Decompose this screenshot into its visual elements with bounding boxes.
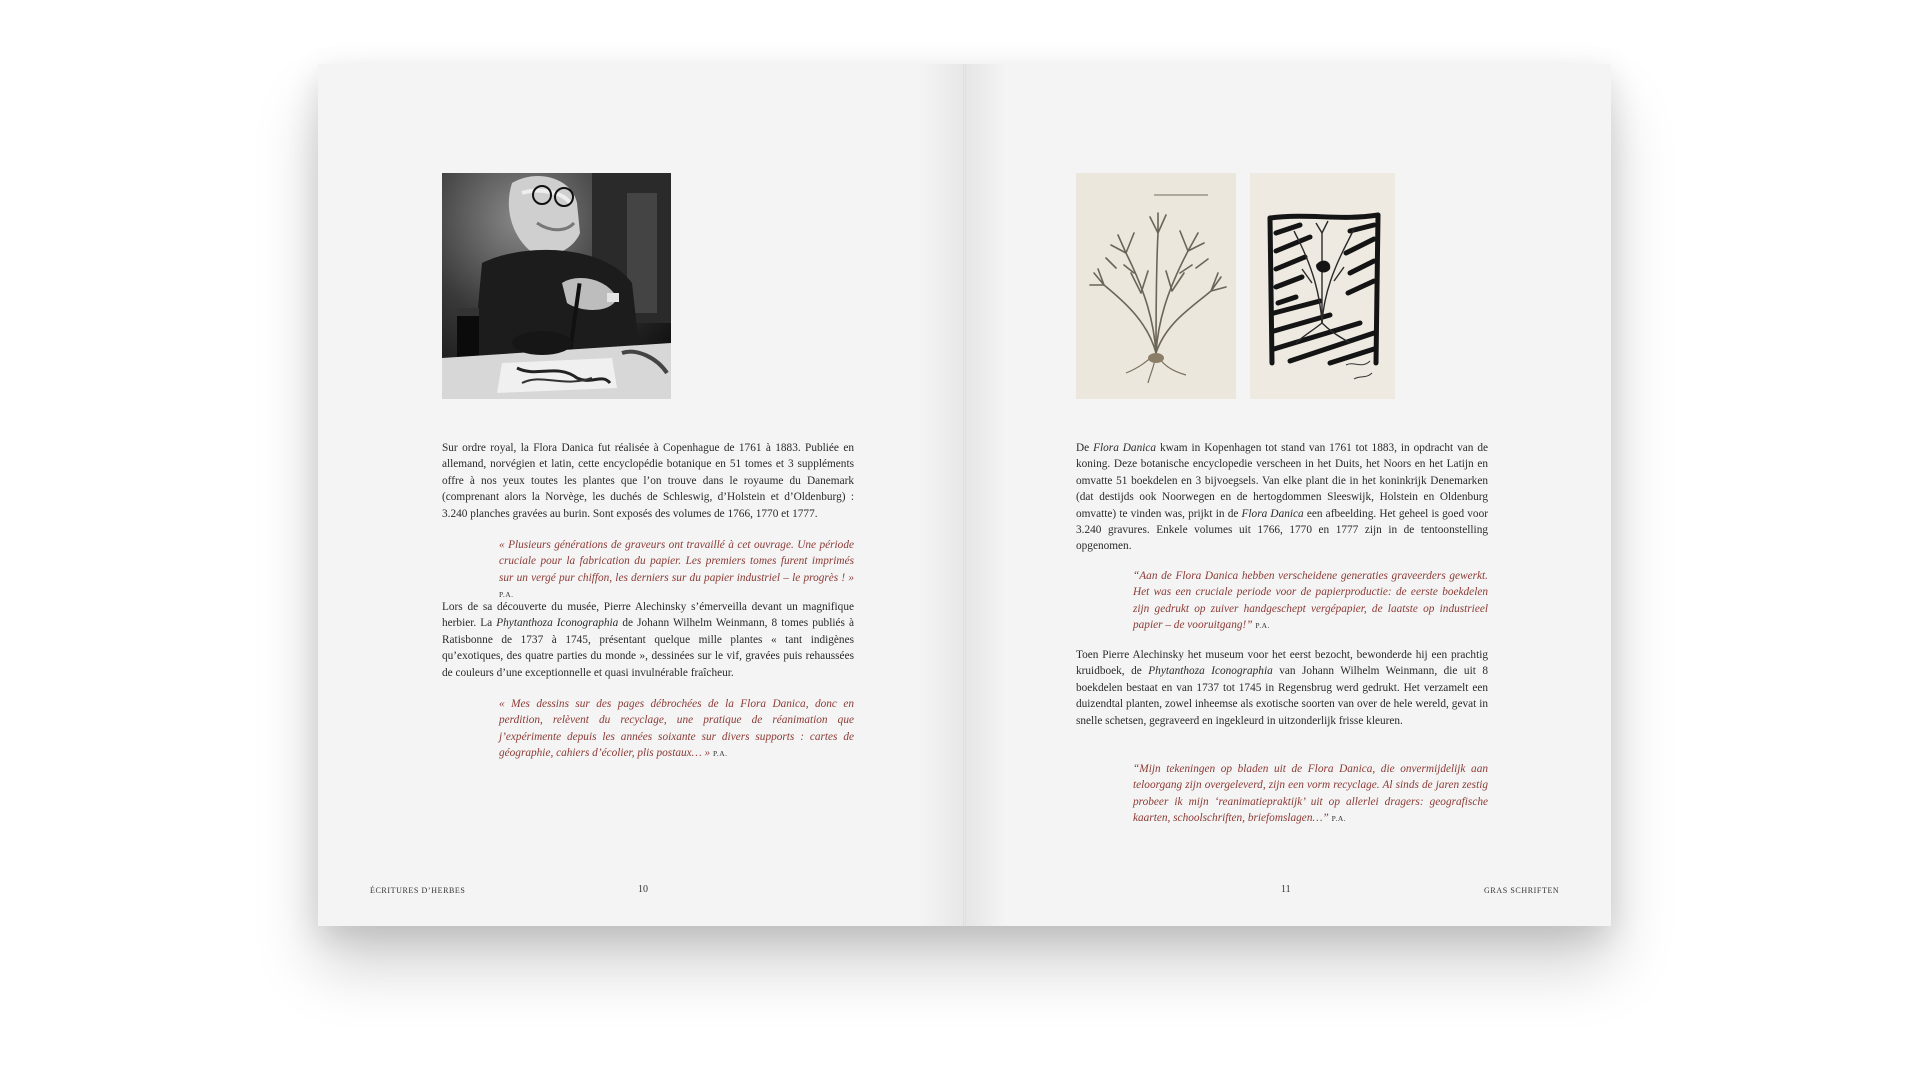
left-quote-2-initials: P.A. <box>713 749 728 759</box>
right-page <box>966 64 1611 926</box>
left-quote-2 <box>499 696 854 763</box>
flora-danica-plate-engraving <box>1076 173 1236 399</box>
right-quote-2-text: “Mijn tekeningen op bladen uit de Flora Danica, die onvermijdelijk aan teloorgang zijn overgeleverd, zijn een vorm recyclage. Al sinds de jaren zestig probeer ik mijn ‘reanimatiepraktijk’ uit op allerlei dragers: geografische kaarten, schoolschriften, briefomslagen…” <box>1133 763 1488 825</box>
left-quote-2-text: « Mes dessins sur des pages débrochées de la Flora Danica, donc en perdition, relèvent du recyclage, une pratique de réanimation que j’expérimente depuis les années soixante sur divers supports : cartes de géographie, cahiers d’écolier, plis postaux… » <box>499 698 854 760</box>
gutter-shadow-right <box>966 64 1006 926</box>
right-paragraph-1-title-1: Flora Danica <box>1093 442 1157 454</box>
right-page-number: 11 <box>1281 884 1291 895</box>
right-paragraph-2-part-a: Toen Pierre Alechinsky het museum voor het eerst bezocht, bewonderde hij een prachtig kruidboek, de <box>1076 649 1488 678</box>
left-paragraph-2-part-a: Lors de sa découverte du musée, Pierre Alechinsky s’émerveilla devant un magnifique herbier. La <box>442 601 854 630</box>
open-book <box>318 64 1611 926</box>
right-paragraph-2-part-b: van Johann Wilhelm Weinmann, die uit 8 boekdelen bestaat en van 1737 tot 1745 in Regensbrug werd gedrukt. Het verzamelt een duizendtal planten, zowel inheemse als exotische soorten van over de hele wereld, gevat in snelle schetsen, gegraveerd en ingekleurd in uitzonderlijk frisse kleuren. <box>1076 665 1488 727</box>
right-paragraph-1 <box>1076 440 1488 555</box>
left-quote-1-text: « Plusieurs générations de graveurs ont travaillé à cet ouvrage. Une période cruciale pour la fabrication du papier. Les premiers tomes furent imprimés sur un vergé pur chiffon, les derniers sur du papier industriel – le progrès ! » <box>499 539 854 584</box>
gutter-shadow-left <box>918 64 963 926</box>
right-paragraph-1-part-a: De <box>1076 442 1094 454</box>
left-quote-1-initials: P.A. <box>499 590 514 600</box>
left-paragraph-2 <box>442 599 854 681</box>
right-quote-1-text: “Aan de Flora Danica hebben verscheidene generaties graveerders gewerkt. Het was een cruciale periode voor de papierproductie: de eerste boekdelen zijn gedrukt op zuiver handgeschept vergépapier, de laatste op industrieel papier – de vooruitgang!” <box>1133 570 1488 632</box>
right-footer-title: GRAS SCHRIFTEN <box>1484 886 1560 895</box>
right-quote-1-initials: P.A. <box>1255 621 1270 631</box>
left-paragraph-1: Sur ordre royal, la Flora Danica fut réalisée à Copenhague de 1761 à 1883. Publiée en allemand, norvégien et latin, cette encyclopédie botanique en 51 tomes et 3 suppléments offre à nos yeux toutes les plantes que l’on trouve dans le royaume du Danemark (comprenant alors la Norvège, les duchés de Schleswig, d’Holstein et d’Oldenburg) : 3.240 planches gravées au burin. Sont exposés des volumes de 1766, 1770 et 1777. <box>442 442 854 520</box>
alechinsky-drawing-plate <box>1250 173 1395 399</box>
right-paragraph-1-part-c: een afbeelding. Het geheel is goed voor 3.240 gravures. Enkele volumes uit 1766, 1770 en 1777 zijn in de tentoonstelling opgenomen. <box>1076 507 1488 553</box>
right-paragraph-2 <box>1076 647 1488 729</box>
artist-photo <box>442 173 671 399</box>
right-paragraph-1-title-2: Flora Danica <box>1241 507 1304 520</box>
left-quote-1 <box>499 537 854 604</box>
left-paragraph-2-part-b: de Johann Wilhelm Weinmann, 8 tomes publiés à Ratisbonne de 1737 à 1745, présentant quelque mille plantes « tant indigènes qu’exotiques, des quatre parties du monde », dessinées sur le vif, gravées puis rehaussées de couleurs d’une exceptionnelle et quasi invulnérable fraîcheur. <box>442 617 854 679</box>
right-paragraph-2-title: Phytanthoza Iconographia <box>1148 665 1273 678</box>
right-quote-1 <box>1133 568 1488 635</box>
left-page <box>318 64 963 926</box>
right-quote-2-initials: P.A. <box>1331 814 1347 824</box>
right-quote-2 <box>1133 761 1488 828</box>
left-paragraph-2-title: Phytanthoza Iconographia <box>496 617 619 630</box>
right-paragraph-1-part-b: kwam in Kopenhagen tot stand van 1761 tot 1883, in opdracht van de koning. Deze botanische encyclopedie verscheen in het Duits, het Noors en het Latijn en omvatte 51 boekdelen en 3 bijvoegsels. Van elke plant die in het koninkrijk Denemarken (dat destijds ook Noorwegen en de hertogdommen Sleeswijk, Holstein en Oldenburg omvatte) te vinden was, prijkt in de <box>1076 442 1488 520</box>
left-footer-title: ÉCRITURES D’HERBES <box>370 886 466 895</box>
left-page-number: 10 <box>638 884 648 895</box>
